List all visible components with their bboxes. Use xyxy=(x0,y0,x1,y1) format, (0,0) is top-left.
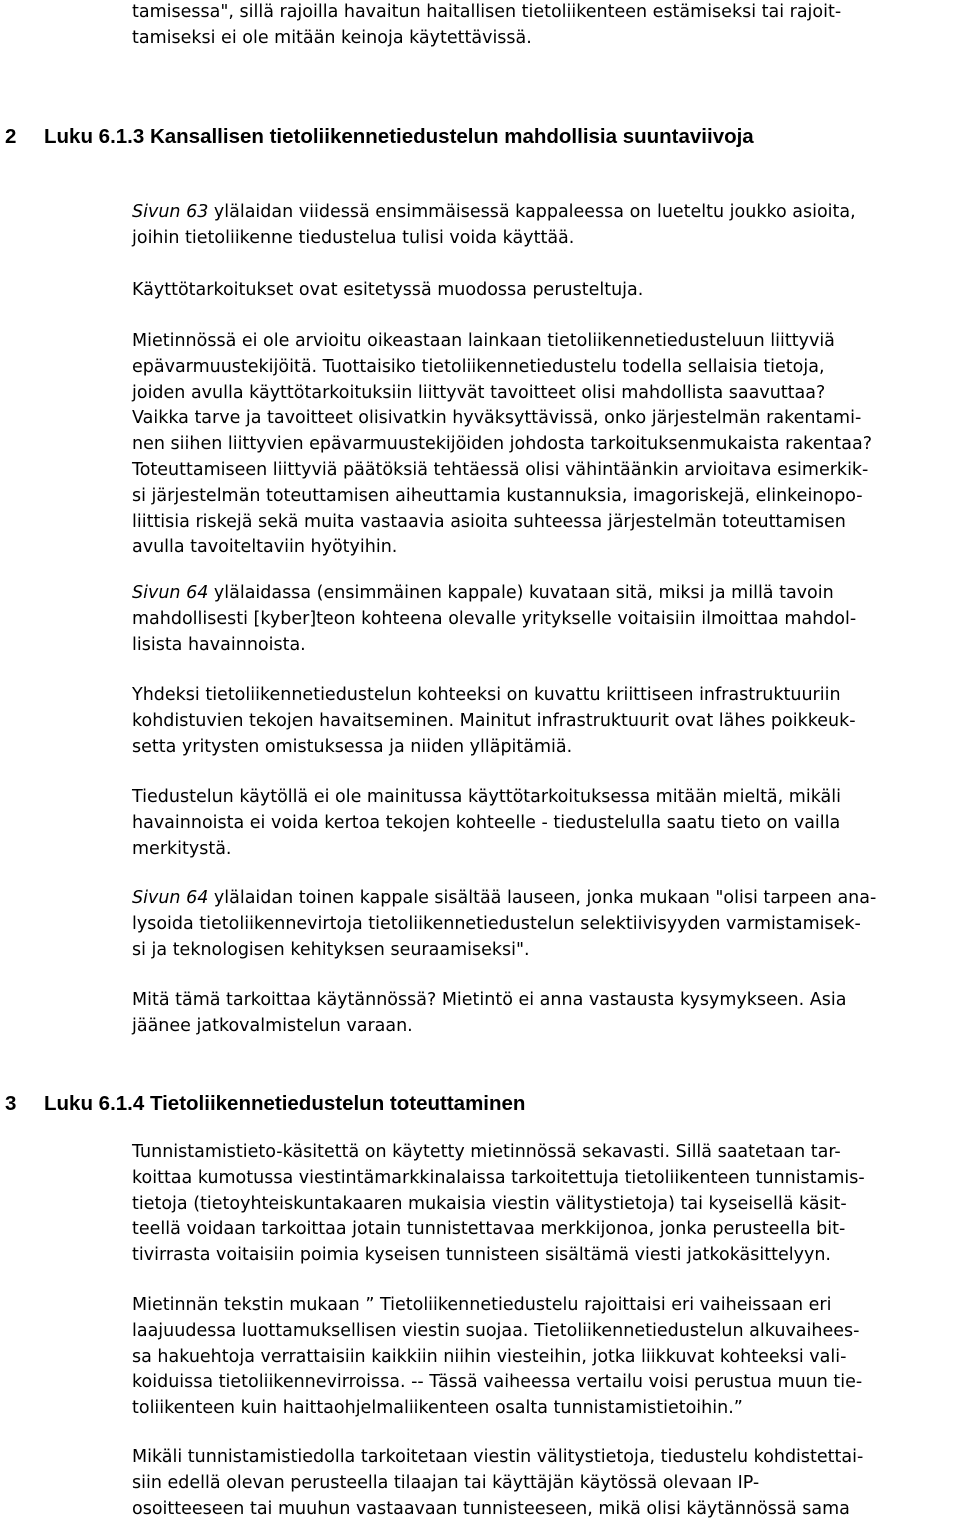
text-line: setta yritysten omistuksessa ja niiden ylläpitämiä. xyxy=(132,736,573,757)
page-reference: Sivun 64 xyxy=(132,583,209,603)
text-line: teellä voidaan tarkoittaa jotain tunnistettavaa merkkijonoa, jonka perusteella bit- xyxy=(132,1219,846,1240)
text-line: Vaikka tarve ja tavoitteet olisivatkin hyväksyttävissä, onko järjestelmän rakentami- xyxy=(132,408,862,429)
text-line: lysoida tietoliikennevirtoja tietoliikennetiedustelun selektiivisyyden varmistamisek- xyxy=(132,913,861,934)
paragraph xyxy=(132,329,940,561)
text-line: Käyttötarkoitukset ovat esitetyssä muodossa perusteltuja. xyxy=(132,280,644,300)
text-line: tietoja (tietoyhteiskuntakaaren mukaisia viestin välitystietoja) tai kyseisellä käsit- xyxy=(132,1193,847,1214)
paragraph xyxy=(132,1445,940,1522)
text-line: Mikäli tunnistamistiedolla tarkoitetaan viestin välitystietoja, tiedustelu kohdistettai- xyxy=(132,1447,864,1467)
text-line: tamisessa", sillä rajoilla havaitun haitallisen tietoliikenteen estämiseksi tai rajoit- xyxy=(132,2,842,22)
paragraph xyxy=(132,683,940,760)
paragraph xyxy=(132,988,940,1040)
text-line: joiden avulla käyttötarkoituksiin liittyvät tavoitteet olisi mahdollista saavuttaa? xyxy=(132,382,826,403)
text-line: lisista havainnoista. xyxy=(132,634,306,655)
paragraph xyxy=(132,278,940,304)
text-line: havainnoista ei voida kertoa tekojen kohteelle - tiedustelulla saatu tieto on vailla xyxy=(132,812,841,833)
text-line: Toteuttamiseen liittyviä päätöksiä tehtäessä olisi vähintäänkin arvioitava esimerkik- xyxy=(132,459,869,480)
text-line: Tiedustelun käytöllä ei ole mainitussa käyttötarkoituksessa mitään mieltä, mikäli xyxy=(132,787,841,807)
text-line: siin edellä olevan perusteella tilaajan tai käyttäjän käytössä olevaan IP- xyxy=(132,1472,760,1493)
text-line: koittaa kumotussa viestintämarkkinalaissa tarkoitettuja tietoliikenteen tunnistamis- xyxy=(132,1167,865,1188)
text-line: kohdistuvien tekojen havaitseminen. Mainitut infrastruktuurit ovat lähes poikkeuk- xyxy=(132,710,856,731)
text-line: avulla tavoiteltaviin hyötyihin. xyxy=(132,537,398,558)
text-line: jäänee jatkovalmistelun varaan. xyxy=(132,1015,413,1036)
text-line: Mietinnän tekstin mukaan ” Tietoliikennetiedustelu rajoittaisi eri vaiheissaan eri xyxy=(132,1295,832,1315)
text-line: si järjestelmän toteuttamisen aiheuttamia kustannuksia, imagoriskejä, elinkeinopo- xyxy=(132,485,863,506)
text-line: liittisia riskejä sekä muita vastaavia asioita suhteessa järjestelmän toteuttamisen xyxy=(132,511,846,532)
paragraph xyxy=(132,785,940,862)
text-line: tamiseksi ei ole mitään keinoja käytettävissä. xyxy=(132,27,532,48)
text-line: Yhdeksi tietoliikennetiedustelun kohteeksi on kuvattu kriittiseen infrastruktuuriin xyxy=(132,685,841,705)
paragraph xyxy=(132,581,940,658)
text-line: tivirrasta voitaisiin poimia kyseisen tunnisteen sisältämä viesti jatkokäsittelyyn. xyxy=(132,1245,831,1266)
section-title: Luku 6.1.4 Tietoliikennetiedustelun toteuttaminen xyxy=(44,1092,526,1115)
text-line: Sivun 64 ylälaidassa (ensimmäinen kappale) kuvataan sitä, miksi ja millä tavoin xyxy=(132,583,834,603)
text-line: nen siihen liittyvien epävarmuustekijöiden johdosta tarkoituksenmukaista rakentaa? xyxy=(132,434,873,455)
section-title: Luku 6.1.3 Kansallisen tietoliikennetiedustelun mahdollisia suuntaviivoja xyxy=(44,125,754,148)
text-line: Sivun 63 ylälaidan viidessä ensimmäisessä kappaleessa on lueteltu joukko asioita, xyxy=(132,202,856,222)
text-line: laajuudessa luottamuksellisen viestin suojaa. Tietoliikennetiedustelun alkuvaihees- xyxy=(132,1320,860,1341)
page-reference: Sivun 63 xyxy=(132,202,209,222)
section-number: 3 xyxy=(5,1092,17,1115)
text-line: koiduissa tietoliikennevirroissa. -- Tässä vaiheessa vertailu voisi perustua muun tie- xyxy=(132,1372,863,1393)
intro-paragraph xyxy=(132,0,940,52)
page-reference: Sivun 64 xyxy=(132,888,209,908)
paragraph xyxy=(132,200,940,252)
text-line: toliikenteen kuin haittaohjelmaliikenteen osalta tunnistamistietoihin.” xyxy=(132,1398,743,1419)
text-line: Tunnistamistieto-käsitettä on käytetty mietinnössä sekavasti. Sillä saatetaan tar- xyxy=(132,1142,841,1162)
section-number: 2 xyxy=(5,125,17,148)
text-line: si ja teknologisen kehityksen seuraamiseksi". xyxy=(132,939,530,960)
paragraph xyxy=(132,1293,940,1422)
paragraph xyxy=(132,886,940,963)
text-line: sa hakuehtoja verrattaisiin kaikkiin niihin viesteihin, jotka liikkuvat kohteeksi vali- xyxy=(132,1346,847,1367)
text-line: Mitä tämä tarkoittaa käytännössä? Mietintö ei anna vastausta kysymykseen. Asia xyxy=(132,990,847,1010)
text-line: Sivun 64 ylälaidan toinen kappale sisältää lauseen, jonka mukaan "olisi tarpeen ana- xyxy=(132,888,877,908)
text-line: merkitystä. xyxy=(132,838,232,859)
text-line: epävarmuustekijöitä. Tuottaisiko tietoliikennetiedustelu todella sellaisia tietoja, xyxy=(132,356,825,377)
text-line: osoitteeseen tai muuhun vastaavaan tunnisteeseen, mikä olisi käytännössä sama xyxy=(132,1498,850,1519)
text-line: mahdollisesti [kyber]teon kohteena olevalle yritykselle voitaisiin ilmoittaa mahdol- xyxy=(132,608,857,629)
text-line: Mietinnössä ei ole arvioitu oikeastaan lainkaan tietoliikennetiedusteluun liittyviä xyxy=(132,331,835,351)
text-line: joihin tietoliikenne tiedustelua tulisi voida käyttää. xyxy=(132,227,575,248)
paragraph xyxy=(132,1140,940,1269)
